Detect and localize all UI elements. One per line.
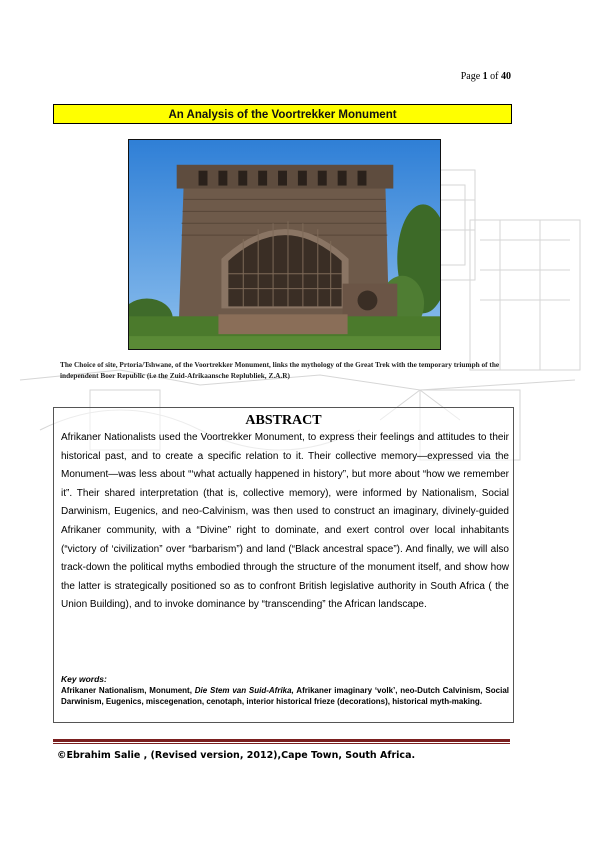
- document-title-banner: [53, 104, 512, 124]
- abstract-heading: ABSTRACT: [245, 413, 322, 428]
- footer-rule-thick: [53, 739, 510, 742]
- document-title: An Analysis of the Voortrekker Monument: [168, 109, 397, 121]
- page-number: [461, 71, 511, 82]
- abstract-box: [53, 407, 514, 723]
- keywords-label: Key words:: [61, 674, 107, 684]
- keywords-part2: Afrikaner imaginary ‘volk’, neo-Dutch Calvinism, Social Darwinism, Eugenics, miscegenation, cenotaph, interior historical frieze (decorations), historical myth-making.: [61, 686, 509, 706]
- page-of: of: [490, 71, 499, 82]
- keywords-text: [61, 685, 509, 707]
- keywords-italic: Die Stem van Suid-Afrika,: [194, 686, 294, 695]
- page-current: 1: [482, 71, 488, 82]
- monument-photo: [128, 139, 441, 350]
- page-word: Page: [460, 71, 481, 82]
- page-total: 40: [501, 71, 511, 82]
- copyright-footer: ©Ebrahim Salie , (Revised version, 2012),Cape Town, South Africa.: [57, 750, 416, 761]
- keywords-part1: Afrikaner Nationalism, Monument,: [61, 686, 195, 695]
- footer-rule-thin: [53, 743, 510, 744]
- abstract-text: Afrikaner Nationalists used the Voortrekker Monument, to express their feelings and attitudes to their historical past, and to create a specific relation to it. Their collective memory—expressed via the Monument—was less about “‘what actually happened in history”, but more about “how we remember it”. Their shared interpretation (that is, collective memory), were informed by Nationalism, Social Darwinism, Eugenics, and neo-Calvinism, was then used to construct an imaginary, divinely-guided Afrikaner community, with a “Divine” right to dominate, and exert control over local inhabitants (“victory of ‘civilization” over “barbarism”) and land (“Black ancestral space”). And finally, we will also track-down the political myths embodied through the structure of the monument itself, and show how the latter is strategically positioned so as to confront British legislative authority in South Africa ( the Union Building), and to invoke dominance by “transcending” the African landscape.: [61, 432, 509, 611]
- photo-caption: The Choice of site, Prtoria/Tshwane, of the Voortrekker Monument, links the mythology of the Great Trek with the temporary triumph of the independent Boer Republic (i.e the Zuid-Afrikaansche Replubliek, Z.A.R): [60, 360, 500, 380]
